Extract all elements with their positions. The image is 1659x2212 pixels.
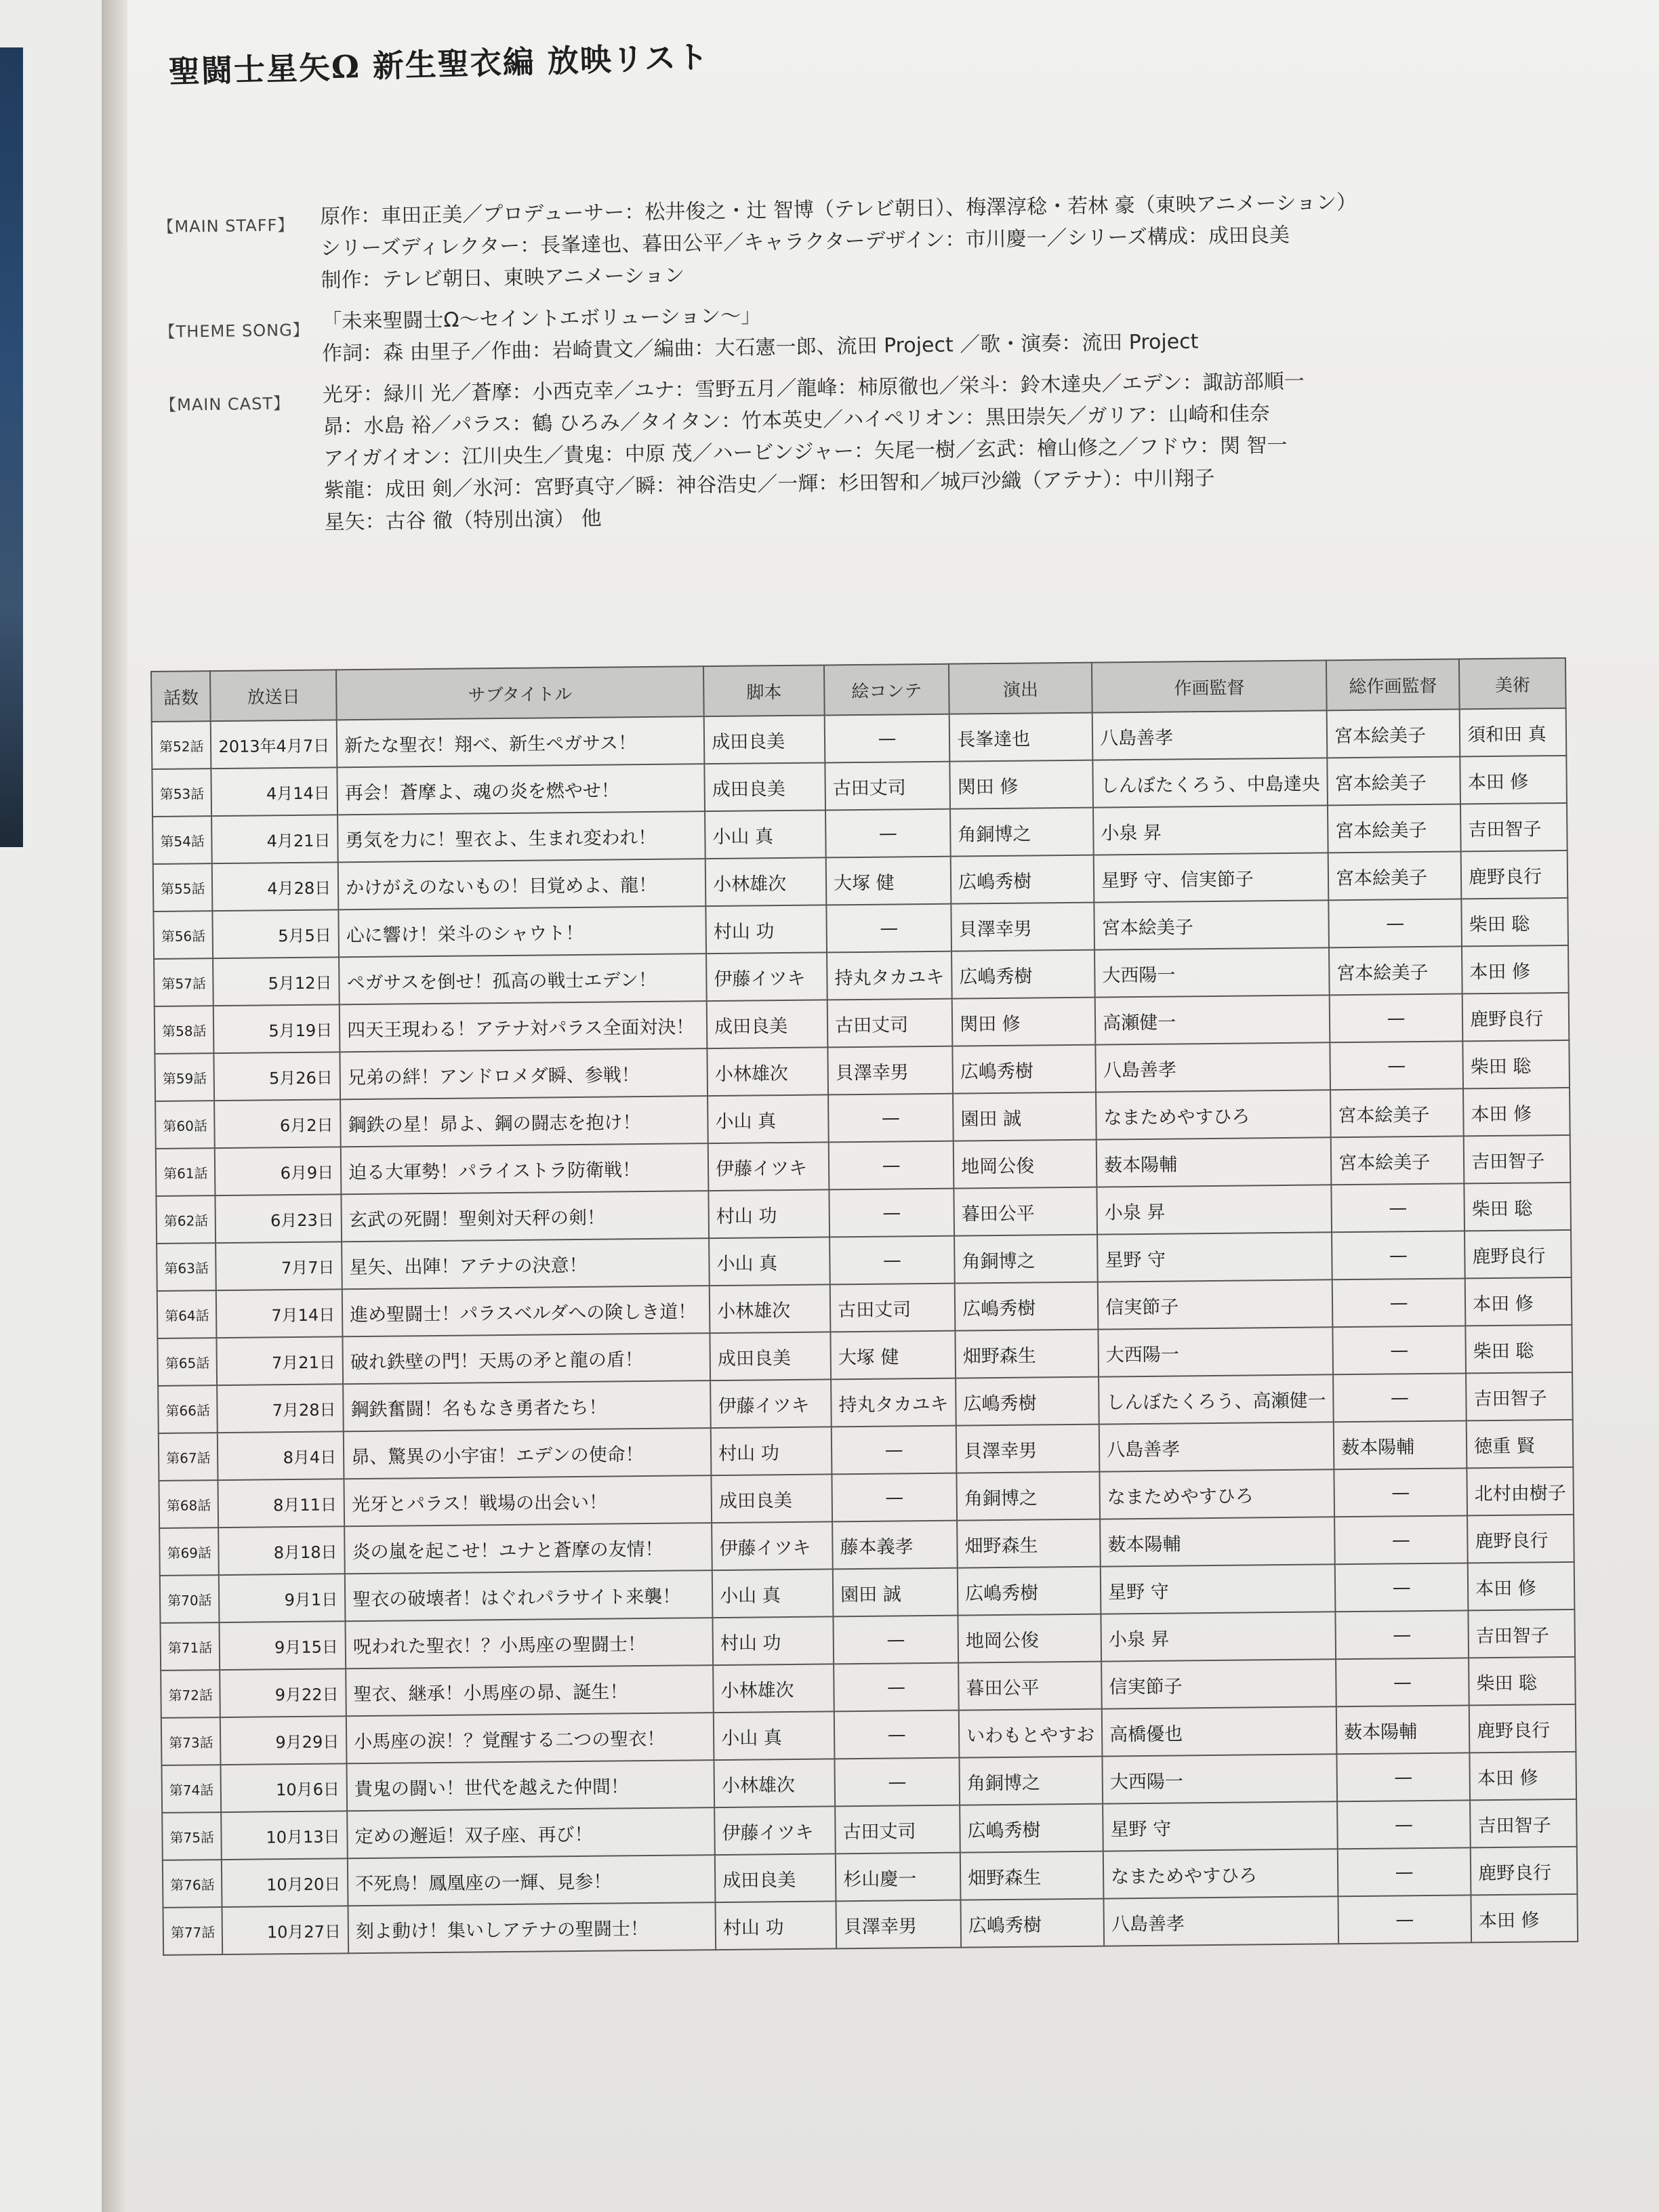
art-cell: 吉田智子 xyxy=(1468,1610,1575,1658)
air-date-cell: 9月22日 xyxy=(220,1668,346,1717)
storyboard-cell: 古田丈司 xyxy=(825,762,950,811)
storyboard-cell: 持丸タカユキ xyxy=(827,951,952,1000)
direction-cell: 広嶋秀樹 xyxy=(960,1804,1103,1853)
storyboard-cell: — xyxy=(830,1236,955,1285)
subtitle-cell: 玄武の死闘！聖剣対天秤の剣！ xyxy=(342,1191,710,1242)
script-cell: 成田良美 xyxy=(704,762,825,811)
storyboard-cell: 園田 誠 xyxy=(833,1568,958,1617)
direction-cell: 暮田公平 xyxy=(954,1187,1097,1236)
episode-number-cell: 第72話 xyxy=(161,1670,220,1718)
script-cell: 成田良美 xyxy=(704,715,825,764)
air-date-cell: 10月20日 xyxy=(222,1858,348,1907)
art-cell: 吉田智子 xyxy=(1470,1799,1577,1848)
animation-director-cell: 八島善孝 xyxy=(1092,710,1328,760)
episode-number-cell: 第52話 xyxy=(152,721,211,769)
chief-animation-director-cell: 宮本絵美子 xyxy=(1329,946,1462,995)
art-cell: 本田 修 xyxy=(1471,1894,1578,1943)
storyboard-cell: 貝澤幸男 xyxy=(836,1900,962,1949)
episode-number-cell: 第77話 xyxy=(163,1907,223,1955)
chief-animation-director-cell: — xyxy=(1335,1610,1469,1659)
episode-number-cell: 第76話 xyxy=(163,1860,222,1908)
episode-number-cell: 第63話 xyxy=(157,1243,216,1291)
direction-cell: 角銅博之 xyxy=(956,1472,1100,1521)
subtitle-cell: 貴鬼の闘い！世代を越えた仲間！ xyxy=(347,1760,715,1811)
subtitle-cell: 定めの邂逅！双子座、再び！ xyxy=(347,1807,715,1858)
subtitle-cell: 再会！蒼摩よ、魂の炎を燃やせ！ xyxy=(337,764,705,815)
chief-animation-director-cell: — xyxy=(1338,1847,1471,1896)
storyboard-cell: — xyxy=(826,904,951,953)
facing-page-photo xyxy=(0,47,23,847)
column-header: 話数 xyxy=(151,671,211,722)
chief-animation-director-cell: — xyxy=(1331,1183,1465,1232)
chief-animation-director-cell: 宮本絵美子 xyxy=(1327,756,1460,805)
credit-line: 制作：テレビ朝日、東映アニメーション xyxy=(321,264,685,293)
column-header: 演出 xyxy=(949,663,1092,714)
credits-section xyxy=(157,184,1504,550)
script-cell: 成田良美 xyxy=(715,1853,836,1902)
storyboard-cell: — xyxy=(834,1663,959,1712)
storyboard-cell: 古田丈司 xyxy=(835,1805,960,1854)
credit-line: 星矢：古谷 徹（特別出演） 他 xyxy=(324,506,602,535)
page-title: 聖闘士星矢Ω 新生聖衣編 放映リスト xyxy=(168,38,710,90)
art-cell: 鹿野良行 xyxy=(1469,1704,1576,1753)
subtitle-cell: 勇気を力に！聖衣よ、生まれ変われ！ xyxy=(337,811,705,862)
air-date-cell: 5月12日 xyxy=(213,957,340,1006)
chief-animation-director-cell: — xyxy=(1334,1515,1468,1564)
animation-director-cell: 大西陽一 xyxy=(1103,1754,1338,1803)
episode-table-wrap xyxy=(150,657,1578,1956)
subtitle-cell: 昴、驚異の小宇宙！エデンの使命！ xyxy=(344,1428,712,1479)
storyboard-cell: — xyxy=(832,1473,958,1522)
episode-number-cell: 第70話 xyxy=(160,1575,220,1623)
credit-line: 原作：車田正美／プロデューサー：松井俊之・辻 智博（テレビ朝日）、梅澤淳稔・若林 豪（東映アニメーション） xyxy=(320,190,1357,229)
script-cell: 村山 功 xyxy=(716,1901,837,1950)
episode-number-cell: 第60話 xyxy=(155,1101,215,1149)
script-cell: 成田良美 xyxy=(707,1000,828,1048)
air-date-cell: 5月5日 xyxy=(213,909,339,958)
air-date-cell: 10月6日 xyxy=(221,1763,347,1812)
art-cell: 柴田 聡 xyxy=(1464,1183,1571,1231)
credit-line: 昴：水島 裕／パラス：鶴 ひろみ／タイタン：竹本英史／ハイペリオン：黒田崇矢／ガリア：山崎和佳奈 xyxy=(323,402,1271,439)
storyboard-cell: 大塚 健 xyxy=(826,857,951,905)
subtitle-cell: 炎の嵐を起こせ！ユナと蒼摩の友情！ xyxy=(344,1523,712,1574)
chief-animation-director-cell: — xyxy=(1332,1278,1466,1327)
direction-cell: 広嶋秀樹 xyxy=(956,1377,1099,1426)
animation-director-cell: なまためやすひろ xyxy=(1103,1849,1338,1898)
air-date-cell: 10月13日 xyxy=(222,1811,348,1860)
art-cell: 吉田智子 xyxy=(1460,803,1568,852)
credit-line: シリーズディレクター：長峯達也、暮田公平／キャラクターデザイン：市川慶一／シリーズ構成：成田良美 xyxy=(320,223,1290,261)
episode-number-cell: 第61話 xyxy=(156,1148,216,1196)
art-cell: 柴田 聡 xyxy=(1461,898,1568,947)
storyboard-cell: — xyxy=(834,1711,960,1759)
subtitle-cell: 光牙とパラス！戦場の出会い！ xyxy=(344,1475,712,1526)
art-cell: 吉田智子 xyxy=(1466,1372,1573,1421)
air-date-cell: 5月19日 xyxy=(213,1004,340,1053)
air-date-cell: 7月28日 xyxy=(218,1384,344,1433)
credit-line: 「未来聖闘士Ω～セイントエボリューション～」 xyxy=(321,304,762,334)
storyboard-cell: — xyxy=(834,1616,959,1664)
direction-cell: 長峯達也 xyxy=(949,713,1093,762)
storyboard-cell: — xyxy=(829,1189,954,1237)
script-cell: 小林雄次 xyxy=(714,1759,836,1807)
chief-animation-director-cell: — xyxy=(1328,899,1462,947)
animation-director-cell: 八島善孝 xyxy=(1095,1042,1330,1092)
chief-animation-director-cell: 宮本絵美子 xyxy=(1330,1088,1464,1137)
chief-animation-director-cell: — xyxy=(1338,1895,1472,1944)
script-cell: 成田良美 xyxy=(712,1474,833,1523)
episode-number-cell: 第71話 xyxy=(160,1622,220,1671)
episode-number-cell: 第68話 xyxy=(159,1480,218,1528)
art-cell: 本田 修 xyxy=(1465,1277,1572,1326)
storyboard-cell: 大塚 健 xyxy=(830,1331,956,1380)
animation-director-cell: 高橋優也 xyxy=(1102,1706,1337,1756)
direction-cell: 関田 修 xyxy=(952,998,1096,1046)
chief-animation-director-cell: 宮本絵美子 xyxy=(1328,804,1461,853)
storyboard-cell: — xyxy=(825,809,951,858)
subtitle-cell: 呪われた聖衣！？小馬座の聖闘士！ xyxy=(346,1618,714,1668)
chief-animation-director-cell: 宮本絵美子 xyxy=(1327,709,1460,758)
episode-number-cell: 第57話 xyxy=(154,958,213,1006)
art-cell: 徳重 賢 xyxy=(1467,1420,1574,1469)
subtitle-cell: 進め聖闘士！パラスベルダへの険しき道！ xyxy=(342,1286,710,1336)
air-date-cell: 4月21日 xyxy=(212,815,338,863)
air-date-cell: 8月11日 xyxy=(218,1479,344,1528)
script-cell: 小林雄次 xyxy=(713,1664,834,1713)
subtitle-cell: 鋼鉄奮闘！名もなき勇者たち！ xyxy=(343,1380,711,1431)
column-header: 絵コンテ xyxy=(824,664,949,716)
direction-cell: 広嶋秀樹 xyxy=(955,1282,1099,1331)
credit-line: 紫龍：成田 剣／氷河：宮野真守／瞬：神谷浩史／一輝：杉田智和／城戸沙織（アテナ）：中川翔子 xyxy=(323,466,1215,503)
subtitle-cell: 四天王現わる！アテナ対パラス全面対決！ xyxy=(340,1001,708,1052)
storyboard-cell: 杉山慶一 xyxy=(836,1853,961,1902)
direction-cell: 園田 誠 xyxy=(953,1092,1097,1141)
subtitle-cell: 鋼鉄の星！昴よ、鋼の闘志を抱け！ xyxy=(340,1096,708,1147)
air-date-cell: 5月26日 xyxy=(214,1052,340,1101)
storyboard-cell: — xyxy=(832,1426,957,1475)
script-cell: 成田良美 xyxy=(710,1332,831,1380)
animation-director-cell: 高瀬健一 xyxy=(1095,995,1330,1044)
chief-animation-director-cell: — xyxy=(1332,1231,1465,1279)
direction-cell: 地岡公俊 xyxy=(958,1614,1102,1663)
script-cell: 小林雄次 xyxy=(710,1284,831,1333)
episode-number-cell: 第59話 xyxy=(155,1053,214,1101)
script-cell: 村山 功 xyxy=(711,1427,832,1475)
episode-number-cell: 第75話 xyxy=(162,1812,222,1860)
script-cell: 伊藤イツキ xyxy=(710,1379,832,1428)
episode-number-cell: 第55話 xyxy=(153,863,213,912)
episode-number-cell: 第66話 xyxy=(158,1385,218,1433)
credit-block xyxy=(160,363,1504,541)
script-cell: 小林雄次 xyxy=(707,1047,828,1096)
direction-cell: 広嶋秀樹 xyxy=(958,1567,1101,1616)
subtitle-cell: 迫る大軍勢！パライストラ防衛戦！ xyxy=(341,1143,709,1194)
air-date-cell: 2013年4月7日 xyxy=(211,720,337,769)
animation-director-cell: 大西陽一 xyxy=(1094,947,1330,997)
direction-cell: 畑野森生 xyxy=(955,1330,1099,1378)
air-date-cell: 6月2日 xyxy=(215,1099,341,1148)
air-date-cell: 7月7日 xyxy=(216,1242,342,1290)
subtitle-cell: 星矢、出陣！アテナの決意！ xyxy=(342,1238,710,1289)
chief-animation-director-cell: — xyxy=(1332,1326,1466,1374)
air-date-cell: 9月1日 xyxy=(219,1574,345,1622)
credit-line: 作詞：森 由里子／作曲：岩崎貴文／編曲：大石憲一郎、流田 Project ／歌・演奏：流田 Project xyxy=(321,329,1199,366)
art-cell: 本田 修 xyxy=(1468,1562,1575,1611)
episode-number-cell: 第62話 xyxy=(156,1195,216,1244)
subtitle-cell: 兄弟の絆！アンドロメダ瞬、参戦！ xyxy=(340,1048,708,1099)
episode-table xyxy=(150,657,1578,1956)
direction-cell: 角銅博之 xyxy=(960,1757,1103,1805)
direction-cell: 地岡公俊 xyxy=(954,1140,1097,1189)
script-cell: 村山 功 xyxy=(705,905,827,954)
credit-label: 【THEME SONG】 xyxy=(159,320,310,342)
storyboard-cell: 藤本義孝 xyxy=(832,1521,958,1570)
art-cell: 本田 修 xyxy=(1469,1752,1576,1801)
left-page xyxy=(0,0,102,2212)
chief-animation-director-cell: — xyxy=(1335,1563,1469,1612)
chief-animation-director-cell: — xyxy=(1330,1041,1463,1090)
credit-line: 光牙：緑川 光／蒼摩：小西克幸／ユナ：雪野五月／龍峰：柿原徹也／栄斗：鈴木達央／エデン：諏訪部順一 xyxy=(322,369,1305,407)
air-date-cell: 8月4日 xyxy=(218,1431,344,1480)
direction-cell: 貝澤幸男 xyxy=(951,903,1094,951)
storyboard-cell: 持丸タカユキ xyxy=(831,1378,956,1427)
animation-director-cell: 宮本絵美子 xyxy=(1094,900,1329,949)
subtitle-cell: 破れ鉄壁の門！天馬の矛と龍の盾！ xyxy=(343,1333,711,1384)
animation-director-cell: 八島善孝 xyxy=(1099,1422,1334,1471)
episode-number-cell: 第56話 xyxy=(153,911,213,959)
storyboard-cell: 古田丈司 xyxy=(827,999,953,1048)
script-cell: 小山 真 xyxy=(714,1711,835,1760)
subtitle-cell: 刻よ動け！集いしアテナの聖闘士！ xyxy=(348,1902,716,1953)
direction-cell: いわもとやすお xyxy=(959,1709,1103,1758)
direction-cell: 広嶋秀樹 xyxy=(952,1045,1096,1094)
script-cell: 伊藤イツキ xyxy=(708,1142,830,1191)
chief-animation-director-cell: 宮本絵美子 xyxy=(1328,851,1462,900)
script-cell: 小山 真 xyxy=(709,1237,830,1286)
art-cell: 本田 修 xyxy=(1460,756,1567,804)
air-date-cell: 4月14日 xyxy=(211,767,337,816)
episode-number-cell: 第73話 xyxy=(161,1717,221,1765)
script-cell: 伊藤イツキ xyxy=(706,952,827,1001)
column-header: 総作画監督 xyxy=(1326,659,1460,710)
chief-animation-director-cell: 薮本陽輔 xyxy=(1336,1705,1470,1754)
animation-director-cell: 大西陽一 xyxy=(1098,1327,1333,1376)
animation-director-cell: 信実節子 xyxy=(1098,1279,1333,1329)
air-date-cell: 9月29日 xyxy=(220,1716,346,1765)
air-date-cell: 7月14日 xyxy=(216,1289,342,1338)
air-date-cell: 6月9日 xyxy=(215,1147,341,1195)
direction-cell: 暮田公平 xyxy=(958,1662,1102,1711)
subtitle-cell: 新たな聖衣！翔べ、新生ペガサス！ xyxy=(337,716,705,767)
air-date-cell: 6月23日 xyxy=(216,1194,342,1243)
subtitle-cell: 不死鳥！鳳凰座の一輝、見参！ xyxy=(348,1855,716,1906)
script-cell: 小山 真 xyxy=(708,1094,829,1143)
episode-number-cell: 第58話 xyxy=(155,1006,214,1054)
episode-number-cell: 第53話 xyxy=(152,769,211,817)
storyboard-cell: 古田丈司 xyxy=(830,1284,956,1332)
direction-cell: 畑野森生 xyxy=(960,1851,1104,1900)
script-cell: 村山 功 xyxy=(708,1189,830,1238)
art-cell: 北村由樹子 xyxy=(1467,1467,1574,1516)
script-cell: 小山 真 xyxy=(705,810,826,859)
direction-cell: 角銅博之 xyxy=(954,1235,1098,1284)
subtitle-cell: 聖衣、継承！小馬座の昴、誕生！ xyxy=(346,1665,714,1716)
storyboard-cell: — xyxy=(835,1758,960,1807)
art-cell: 吉田智子 xyxy=(1464,1135,1571,1184)
episode-number-cell: 第65話 xyxy=(157,1338,217,1386)
subtitle-cell: かけがえのないもの！目覚めよ、龍！ xyxy=(338,859,706,909)
chief-animation-director-cell: — xyxy=(1337,1800,1471,1849)
animation-director-cell: なまためやすひろ xyxy=(1096,1090,1331,1139)
credit-line: アイガイオン：江川央生／貴鬼：中原 茂／ハービンジャー：矢尾一樹／玄武：檜山修之／フドウ：関 智一 xyxy=(323,433,1288,471)
animation-director-cell: 星野 守 xyxy=(1103,1801,1338,1851)
column-header: サブタイトル xyxy=(336,666,704,720)
column-header: 美術 xyxy=(1459,658,1566,710)
subtitle-cell: 聖衣の破壊者！はぐれパラサイト来襲！ xyxy=(345,1570,713,1621)
direction-cell: 角銅博之 xyxy=(950,808,1094,857)
direction-cell: 広嶋秀樹 xyxy=(951,855,1094,904)
episode-number-cell: 第74話 xyxy=(162,1765,222,1813)
chief-animation-director-cell: — xyxy=(1336,1658,1469,1706)
air-date-cell: 8月18日 xyxy=(219,1526,345,1575)
art-cell: 鹿野良行 xyxy=(1462,993,1570,1042)
column-header: 放送日 xyxy=(210,670,336,721)
credit-label: 【MAIN CAST】 xyxy=(159,394,291,415)
animation-director-cell: なまためやすひろ xyxy=(1099,1469,1334,1519)
episode-number-cell: 第64話 xyxy=(157,1290,217,1338)
direction-cell: 広嶋秀樹 xyxy=(951,950,1095,999)
book-gutter xyxy=(102,0,127,2212)
subtitle-cell: 小馬座の涙！？覚醒する二つの聖衣！ xyxy=(346,1713,714,1763)
air-date-cell: 7月21日 xyxy=(217,1336,343,1385)
animation-director-cell: 薮本陽輔 xyxy=(1100,1517,1335,1566)
script-cell: 小林雄次 xyxy=(705,857,827,906)
chief-animation-director-cell: — xyxy=(1333,1373,1467,1422)
script-cell: 村山 功 xyxy=(713,1616,834,1665)
animation-director-cell: 小泉 昇 xyxy=(1101,1612,1336,1661)
art-cell: 須和田 真 xyxy=(1460,708,1567,757)
art-cell: 本田 修 xyxy=(1463,1088,1570,1136)
storyboard-cell: — xyxy=(829,1141,954,1190)
direction-cell: 貝澤幸男 xyxy=(956,1425,1100,1473)
chief-animation-director-cell: 宮本絵美子 xyxy=(1331,1136,1465,1185)
art-cell: 鹿野良行 xyxy=(1467,1515,1574,1563)
animation-director-cell: 星野 守 xyxy=(1101,1564,1336,1614)
storyboard-cell: — xyxy=(828,1094,954,1143)
credit-block xyxy=(157,184,1500,299)
direction-cell: 広嶋秀樹 xyxy=(961,1899,1105,1948)
episode-number-cell: 第67話 xyxy=(159,1433,218,1481)
column-header: 脚本 xyxy=(703,665,825,716)
animation-director-cell: しんぼたくろう、中島達央 xyxy=(1092,758,1328,807)
air-date-cell: 4月28日 xyxy=(212,862,338,911)
chief-animation-director-cell: 薮本陽輔 xyxy=(1334,1420,1467,1469)
art-cell: 鹿野良行 xyxy=(1465,1230,1572,1279)
subtitle-cell: 心に響け！栄斗のシャウト！ xyxy=(338,906,706,957)
storyboard-cell: — xyxy=(825,714,950,763)
animation-director-cell: 星野 守、信実節子 xyxy=(1094,853,1329,902)
episode-number-cell: 第69話 xyxy=(159,1528,219,1576)
art-cell: 本田 修 xyxy=(1462,945,1569,994)
air-date-cell: 9月15日 xyxy=(220,1621,346,1670)
art-cell: 柴田 聡 xyxy=(1462,1040,1570,1089)
animation-director-cell: 小泉 昇 xyxy=(1097,1185,1332,1234)
episode-number-cell: 第54話 xyxy=(152,816,212,864)
art-cell: 鹿野良行 xyxy=(1471,1847,1578,1896)
storyboard-cell: 貝澤幸男 xyxy=(827,1046,953,1095)
script-cell: 伊藤イツキ xyxy=(714,1806,836,1855)
subtitle-cell: ペガサスを倒せ！孤高の戦士エデン！ xyxy=(339,954,707,1004)
animation-director-cell: 星野 守 xyxy=(1097,1232,1332,1282)
credit-block xyxy=(159,289,1501,372)
direction-cell: 畑野森生 xyxy=(957,1519,1101,1568)
chief-animation-director-cell: — xyxy=(1337,1753,1471,1801)
art-cell: 柴田 聡 xyxy=(1469,1657,1576,1706)
chief-animation-director-cell: — xyxy=(1334,1468,1467,1517)
art-cell: 鹿野良行 xyxy=(1461,851,1568,899)
direction-cell: 関田 修 xyxy=(949,760,1093,809)
credit-label: 【MAIN STAFF】 xyxy=(157,216,295,237)
chief-animation-director-cell: — xyxy=(1330,994,1463,1042)
animation-director-cell: 小泉 昇 xyxy=(1093,805,1328,855)
air-date-cell: 10月27日 xyxy=(222,1906,348,1954)
animation-director-cell: 薮本陽輔 xyxy=(1097,1137,1332,1187)
animation-director-cell: 信実節子 xyxy=(1101,1659,1336,1708)
animation-director-cell: 八島善孝 xyxy=(1104,1896,1339,1946)
animation-director-cell: しんぼたくろう、高瀬健一 xyxy=(1099,1374,1334,1424)
script-cell: 小山 真 xyxy=(712,1569,834,1618)
script-cell: 伊藤イツキ xyxy=(712,1521,833,1570)
column-header: 作画監督 xyxy=(1092,660,1327,712)
art-cell: 柴田 聡 xyxy=(1465,1325,1572,1374)
